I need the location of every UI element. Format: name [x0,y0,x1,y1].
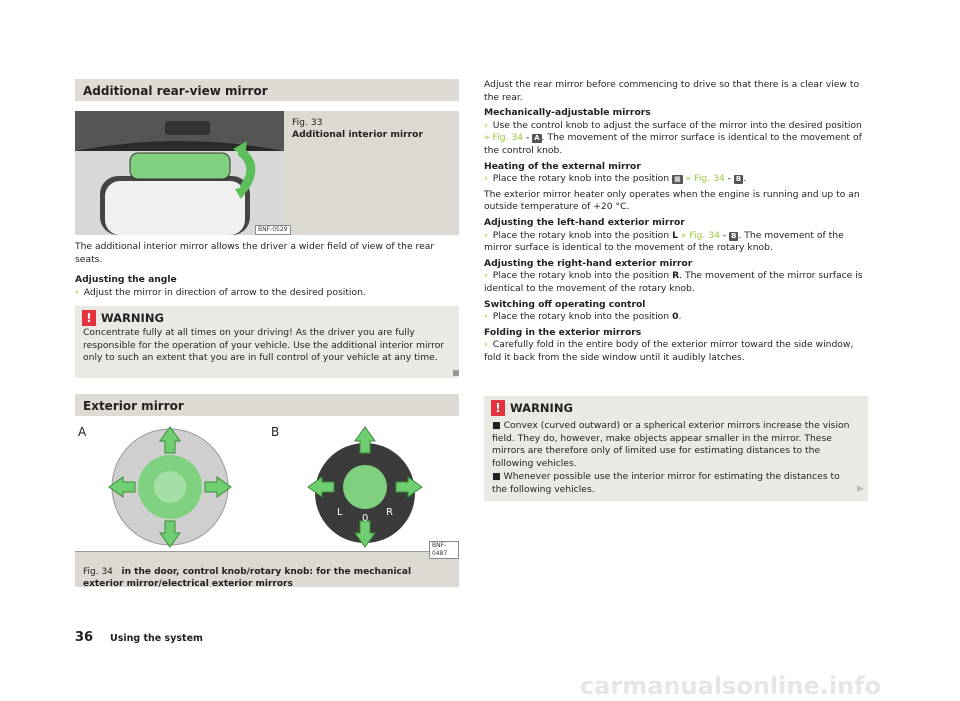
heating-step: › Place the rotary knob into the position ▦ » Fig. 34 - B . [484,173,747,185]
knob-label-r: R [386,507,393,518]
right-mirror-step: › Place the rotary knob into the position R. The movement of the mirror surface is identical to the movement of the rotary knob. [484,270,863,294]
fig-34-link[interactable]: » Fig. 34 [484,132,524,144]
figure-34-label-b: B [271,425,280,439]
figure-34-caption [83,566,453,590]
knob-label-0: 0 [362,513,369,524]
heading-folding: Folding in the exterior mirrors [484,326,642,338]
interior-mirror-illustration [75,111,284,235]
figure-34-caption-text: in the door, control knob/rotary knob: for the mechanical exterior mirror/electrical exterior mirrors [83,567,412,589]
folding-step: › Carefully fold in the entire body of the exterior mirror toward the side window, fold it back from the side window until it audibly latches. [484,339,854,363]
heading-left-mirror: Adjusting the left-hand exterior mirror [484,216,685,228]
right-intro: Adjust the rear mirror before commencing to drive so that there is a clear view to the rear. [484,79,860,103]
figure-34-label-a: A [78,425,87,439]
section-title-rear-view: Additional rear-view mirror [75,79,459,101]
page-number: 36 [75,630,94,645]
warning-text: Concentrate fully at all times on your driving! As the driver you are fully responsible for the operation of your vehicle. Use the additional interior mirror only to such an extent that you are in full control of your vehicle at any time. [83,327,445,364]
heading-mechanical: Mechanically-adjustable mirrors [484,107,651,119]
figure-33-caption: Additional interior mirror [292,129,424,140]
intro-paragraph: The additional interior mirror allows the driver a wider field of view of the rear seats. [75,241,435,265]
warning-icon: ! [82,310,96,326]
warning-bullet-2: ■ Whenever possible use the interior mirror for estimating the distances to the following vehicles. [492,471,840,495]
fig-34-link[interactable]: » Fig. 34 [680,229,720,241]
right-column [484,79,869,364]
control-knob-illustration [105,425,235,549]
warning-box-right [484,396,868,501]
figure-33-panel [75,111,459,235]
knob-label-l: L [337,507,343,518]
continue-arrow-icon: ▶ [857,484,864,494]
section-title-exterior: Exterior mirror [75,394,459,416]
figure-33-label: Fig. 33 [292,117,323,128]
rotary-knob-illustration [300,425,430,549]
figure-34-panel [75,423,459,587]
heading-switch-off: Switching off operating control [484,298,646,310]
warning-box-left [75,306,459,378]
left-mirror-step: › Place the rotary knob into the position L » Fig. 34 - B . The movement of the mirror surface is identical to the movement of the rotary knob. [484,229,844,254]
footer-section: Using the system [110,633,203,644]
figure-34-caption-label: Fig. 34 [83,567,113,577]
warning-bullet-1: ■ Convex (curved outward) or a spherical exterior mirrors increase the vision field. They do, however, make objects appear smaller in the mirror. These mirrors are therefore only of limited use for estimating distances to the following vehicles. [492,420,850,469]
mechanical-step: › Use the control knob to adjust the surface of the mirror into the desired position » Fig. 34 - A . The movement of the mirror surface is identical to the movement of the control knob. [484,119,862,156]
heater-icon: ▦ [674,175,681,184]
heading-right-mirror: Adjusting the right-hand exterior mirror [484,257,693,269]
figure-34-image [75,423,459,557]
warning-icon: ! [491,400,505,416]
figure-33-code: BNF-0529 [255,225,291,235]
adjust-step: › Adjust the mirror in direction of arrow to the desired position. [75,287,366,298]
warning-title: WARNING [510,401,573,415]
end-marker-icon [453,370,459,376]
heading-heating: Heating of the external mirror [484,160,641,172]
warning-title: WARNING [101,311,164,325]
fig-34-link[interactable]: » Fig. 34 [685,173,725,185]
figure-34-code: BNF-0487 [429,541,459,559]
switch-off-step: › Place the rotary knob into the position 0. [484,311,682,323]
watermark: carmanualsonline.info [580,672,882,700]
heating-note: The exterior mirror heater only operates when the engine is running and up to an outside temperature of +20 °C. [484,188,860,213]
adjust-heading: Adjusting the angle [75,274,177,285]
